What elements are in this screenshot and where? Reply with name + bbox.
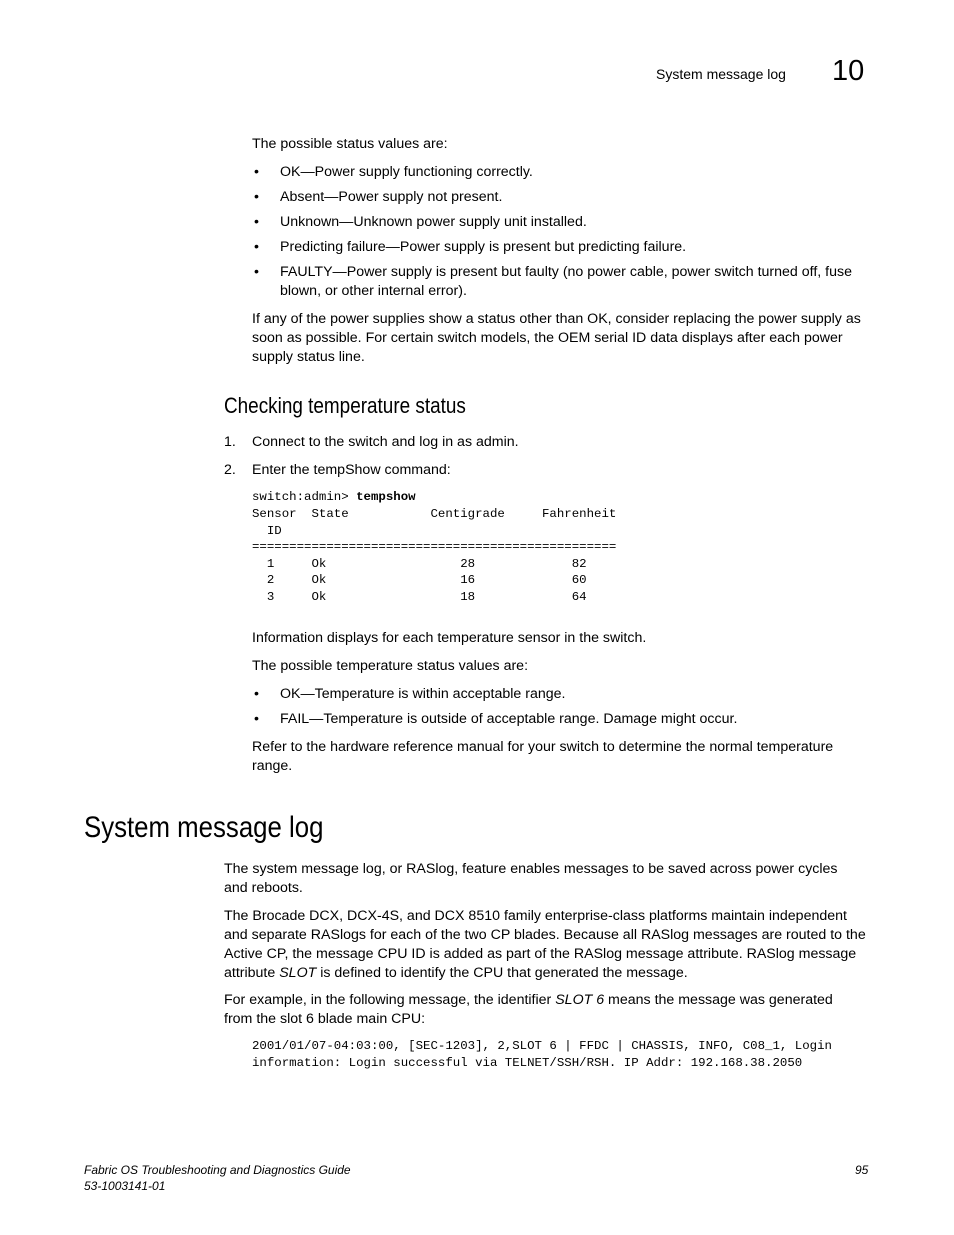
cli-prompt: switch:admin> [252,490,357,504]
cli-command: tempshow [356,490,416,504]
procedure-steps [224,433,864,489]
syslog-para-3 [224,991,864,1029]
section-heading-temperature: Checking temperature status [224,393,466,418]
step-item [224,433,864,452]
step-text: Enter the [252,462,314,478]
para-text: For example, in the following message, the identifier [224,992,556,1008]
info-line: Information displays for each temperature sensor in the switch. [252,630,647,646]
refer-note: Refer to the hardware reference manual for your switch to determine the normal temperature range. [252,739,834,774]
para-text: means the message was generated from the slot 6 blade main CPU: [224,992,833,1027]
list-item: • OK—Temperature is within acceptable range. [252,685,868,704]
page-number: 95 [855,1163,869,1177]
para-text: The Brocade DCX, DCX-4S, and DCX 8510 family enterprise-class platforms maintain independent and separate RASlogs for each of the two CP blades. Because all RASlog messages are routed to the Active CP, the message CPU ID is added as part of the RASlog message attribute. RASlog message attribute [224,908,866,981]
temp-status-intro: The possible temperature status values are: [252,658,529,674]
list-item: • Absent—Power supply not present. [252,188,868,207]
footer-doc-number: 53-1003141-01 [84,1179,166,1193]
para-text: is defined to identify the CPU that generated the message. [316,965,688,981]
syslog-para-2 [224,907,870,983]
running-header-title: System message log [656,66,786,82]
power-status-list [252,163,868,307]
para-emphasis: SLOT 6 [555,992,605,1008]
cli-example [252,489,416,506]
step-text: Connect to the switch and log in as admin. [252,434,519,450]
footer-doc-title: Fabric OS Troubleshooting and Diagnostics Guide [84,1163,351,1177]
cli-output: Sensor State Centigrade Fahrenheit ID ================================================= 1 Ok 28 82 2 Ok 16 60 3 Ok 18 64 [252,507,617,604]
syslog-para-1: The system message log, or RASlog, feature enables messages to be saved across power cycles and reboots. [224,861,838,896]
para-emphasis: SLOT [279,965,317,981]
power-status-intro: The possible status values are: [252,136,448,152]
chapter-number: 10 [832,55,865,87]
step-number: 1. [224,434,236,450]
replace-note: If any of the power supplies show a status other than OK, consider replacing the power supply as soon as possible. For certain switch models, the OEM serial ID data displays after each power supply status line. [252,311,861,365]
step-number: 2. [224,462,236,478]
list-item: • OK—Power supply functioning correctly. [252,163,868,182]
list-item: • FAIL—Temperature is outside of acceptable range. Damage might occur. [252,710,868,729]
step-item [224,461,864,480]
temp-status-list [252,685,868,735]
section-heading-syslog: System message log [84,811,324,844]
command-name: tempShow [313,462,381,478]
list-item: • Predicting failure—Power supply is present but predicting failure. [252,238,868,257]
list-item: • Unknown—Unknown power supply unit installed. [252,213,868,232]
step-text: command: [380,462,451,478]
list-item: • FAULTY—Power supply is present but faulty (no power cable, power switch turned off, fuse blown, or other internal error). [252,263,868,301]
log-example: 2001/01/07-04:03:00, [SEC-1203], 2,SLOT 6 | FFDC | CHASSIS, INFO, C08_1, Login information: Login successful via TELNET/SSH/RSH. IP Addr: 192.168.38.2050 [252,1039,832,1070]
